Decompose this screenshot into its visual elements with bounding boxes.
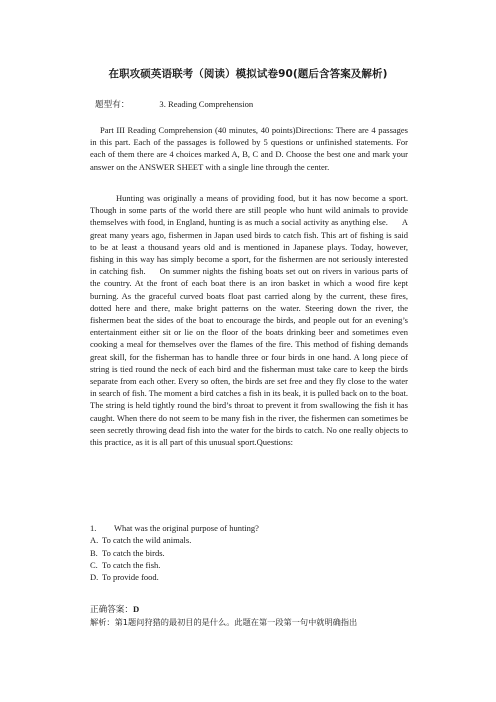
question-type-value: 3. Reading Comprehension [159, 99, 254, 109]
question-type-label: 题型有： [95, 100, 130, 110]
answer-value: D [132, 604, 140, 614]
question-block [90, 522, 259, 583]
answer-label: 正确答案： [90, 605, 133, 615]
passage-segment-1: Hunting was originally a means of providing food, but it has now become a sport. Though in some parts of the world there are still people who hunt wild animals to provide themselves with food, in England, hunting is as much a social activity as anything else. [90, 193, 408, 228]
option-d [90, 571, 259, 583]
option-text: To catch the birds. [102, 547, 165, 558]
option-letter: A. [90, 535, 99, 546]
reading-passage [90, 192, 408, 448]
option-a [90, 534, 259, 546]
option-b [90, 547, 259, 559]
option-letter: C. [90, 559, 98, 570]
option-c [90, 559, 259, 571]
question-number: 1. [90, 523, 97, 533]
passage-segment-2: A great many years ago, fishermen in Japan used birds to catch fish. This art of fishing is said to be at least a thousand years old and is mentioned in Japanese plays. Today, however, fishing in this way has simply become a sport, for the fishermen are not seriously interested in catching fish. [90, 217, 408, 277]
question-stem [90, 522, 259, 534]
explanation-text: 解析：第1题问狩猎的最初目的是什么。此题在第一段第一句中就明确指出 [90, 617, 358, 627]
option-letter: B. [90, 547, 98, 558]
passage-segment-3: On summer nights the fishing boats set out on rivers in various parts of the country. At the front of each boat there is an iron basket in which a wood fire kept burning. As the graceful curved boats float past carried along by the current, these fires, dotted here and there, make bright patterns on the water. Steering down the river, the fishermen beat the sides of the boat to encourage the birds, and people out for an evening’s entertainment either sit or lie on the floor of the boats drinking beer and sometimes even cooking a meal for themselves over the flames of the fire. This method of fishing demands great skill, for the fisherman has to handle three or four birds in one hand. A long piece of string is tied round the neck of each bird and the fisherman must take care to keep the birds separate from each other. Every so often, the birds are set free and they fly close to the water in search of fish. The moment a bird catches a fish in its beak, it is pulled back on to the boat. The string is held tightly round the bird’s throat to prevent it from swallowing the fish it has caught. When there do not seem to be many fish in the river, the fishermen can sometimes be seen secretly throwing dead fish into the water for the birds to catch. No one really objects to this practice, as it is all part of this unusual sport.Questions: [90, 266, 408, 448]
page-title: 在职攻硕英语联考（阅读）模拟试卷90(题后含答案及解析) [108, 68, 388, 80]
option-text: To catch the fish. [102, 559, 161, 570]
option-text: To provide food. [102, 572, 159, 583]
question-text: What was the original purpose of hunting? [114, 523, 259, 533]
option-text: To catch the wild animals. [102, 535, 192, 546]
instructions-paragraph: Part III Reading Comprehension (40 minutes, 40 points)Directions: There are 4 passages in this part. Each of the passages is followed by 5 questions or unfinished statements. For each of them there are 4 choices marked A, B, C and D. Choose the best one and mark your answer on the ANSWER SHEET with a single line through the center. [90, 125, 408, 172]
option-letter: D. [90, 572, 99, 583]
question-type-line [95, 98, 253, 110]
answer-line [90, 603, 139, 615]
